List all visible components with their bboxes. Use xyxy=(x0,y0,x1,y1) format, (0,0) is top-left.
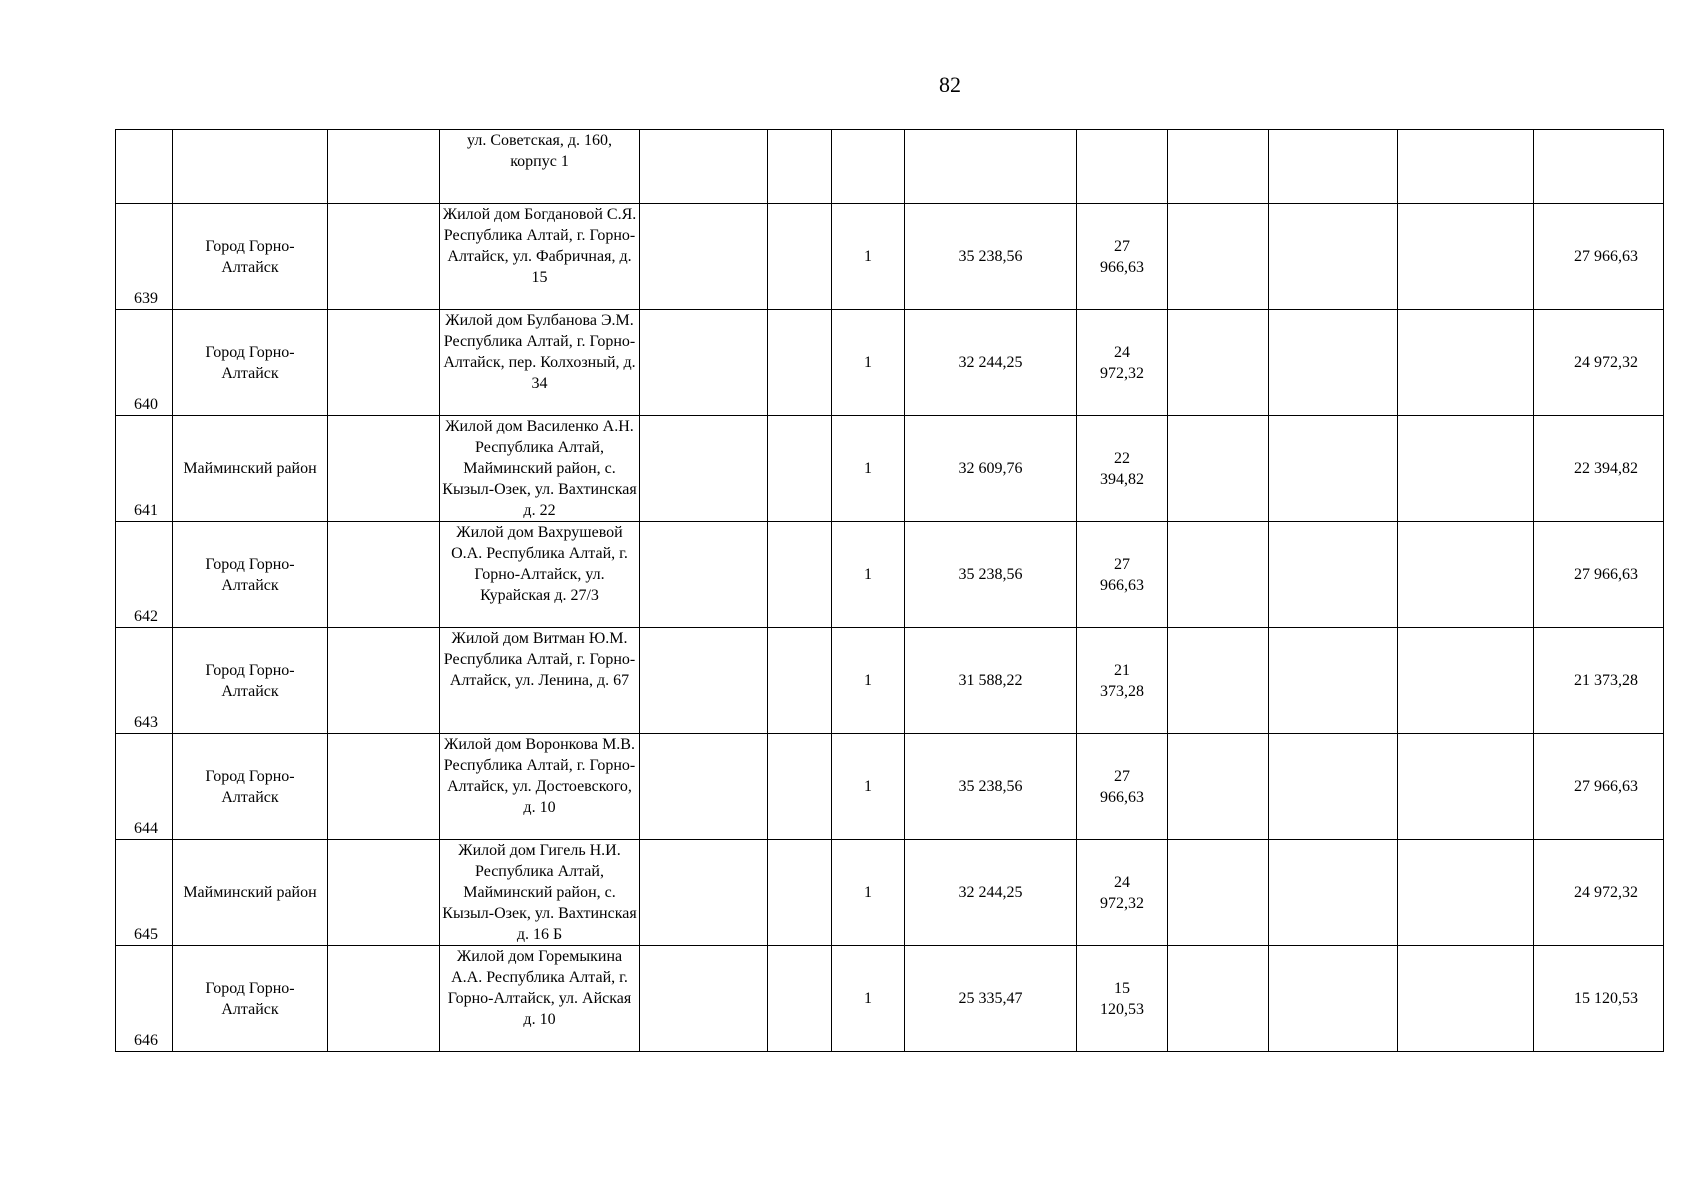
cell-empty xyxy=(1168,204,1269,310)
cell-total: 24 972,32 xyxy=(1534,310,1664,416)
cell-share xyxy=(1077,734,1168,840)
table-row xyxy=(116,840,1664,946)
cell-empty xyxy=(768,310,832,416)
cell-address: Жилой дом Василенко А.Н. Республика Алтай, Майминский район, с. Кызыл-Озек, ул. Вахтинская д. 22 xyxy=(440,416,640,522)
cell-empty xyxy=(328,946,440,1052)
cell-total: 27 966,63 xyxy=(1534,522,1664,628)
cell-num: 646 xyxy=(116,946,173,1052)
cell-empty xyxy=(640,734,768,840)
cell-qty: 1 xyxy=(832,310,905,416)
cell-empty xyxy=(1168,522,1269,628)
data-table xyxy=(115,129,1664,1052)
cell-address: ул. Советская, д. 160, корпус 1 xyxy=(440,130,640,204)
cell-empty xyxy=(1398,734,1534,840)
cell-empty xyxy=(768,946,832,1052)
cell-qty: 1 xyxy=(832,840,905,946)
cell-cost: 35 238,56 xyxy=(905,522,1077,628)
cell-empty xyxy=(1398,204,1534,310)
cell-empty xyxy=(1168,628,1269,734)
cell-empty xyxy=(640,310,768,416)
table-row xyxy=(116,204,1664,310)
cell-empty xyxy=(768,840,832,946)
share-line-top: 27 xyxy=(1114,767,1130,785)
cell-empty xyxy=(1269,734,1398,840)
cell-district: Майминский район xyxy=(173,416,328,522)
share-line-bottom: 972,32 xyxy=(1100,894,1144,912)
table-row xyxy=(116,734,1664,840)
cell-empty xyxy=(768,628,832,734)
cell-empty xyxy=(1269,840,1398,946)
cell-num: 643 xyxy=(116,628,173,734)
cell-share xyxy=(1077,628,1168,734)
cell-empty xyxy=(1398,840,1534,946)
cell-empty xyxy=(1398,310,1534,416)
page-number: 82 xyxy=(939,72,961,97)
cell-address: Жилой дом Витман Ю.М. Республика Алтай, г. Горно-Алтайск, ул. Ленина, д. 67 xyxy=(440,628,640,734)
table-row xyxy=(116,522,1664,628)
table-row xyxy=(116,946,1664,1052)
share-line-top: 27 xyxy=(1114,237,1130,255)
cell-qty: 1 xyxy=(832,946,905,1052)
cell-district: Город Горно-Алтайск xyxy=(173,628,328,734)
cell-cost: 35 238,56 xyxy=(905,204,1077,310)
cell-num: 644 xyxy=(116,734,173,840)
cell-cost: 35 238,56 xyxy=(905,734,1077,840)
cell-empty xyxy=(328,416,440,522)
cell-empty xyxy=(768,130,832,204)
cell-qty xyxy=(832,130,905,204)
cell-empty xyxy=(1168,840,1269,946)
cell-empty xyxy=(328,310,440,416)
share-line-top: 24 xyxy=(1114,873,1130,891)
cell-total: 21 373,28 xyxy=(1534,628,1664,734)
cell-empty xyxy=(328,840,440,946)
share-line-bottom: 966,63 xyxy=(1100,258,1144,276)
cell-share xyxy=(1077,204,1168,310)
cell-empty xyxy=(1398,130,1534,204)
cell-empty xyxy=(640,946,768,1052)
cell-empty xyxy=(1269,946,1398,1052)
cell-empty xyxy=(768,204,832,310)
cell-empty xyxy=(1269,628,1398,734)
cell-cost: 32 244,25 xyxy=(905,310,1077,416)
cell-empty xyxy=(1168,734,1269,840)
cell-empty xyxy=(1269,522,1398,628)
cell-num: 641 xyxy=(116,416,173,522)
cell-empty xyxy=(1398,946,1534,1052)
cell-empty xyxy=(1269,130,1398,204)
cell-total xyxy=(1534,130,1664,204)
cell-empty xyxy=(1168,416,1269,522)
cell-district: Город Горно-Алтайск xyxy=(173,522,328,628)
cell-empty xyxy=(328,734,440,840)
cell-total: 24 972,32 xyxy=(1534,840,1664,946)
cell-empty xyxy=(640,628,768,734)
cell-total: 27 966,63 xyxy=(1534,734,1664,840)
cell-empty xyxy=(1168,946,1269,1052)
cell-address: Жилой дом Вахрушевой О.А. Республика Алтай, г. Горно-Алтайск, ул. Курайская д. 27/3 xyxy=(440,522,640,628)
cell-cost: 25 335,47 xyxy=(905,946,1077,1052)
cell-empty xyxy=(640,522,768,628)
table-row-continuation xyxy=(116,130,1664,204)
cell-empty xyxy=(1168,310,1269,416)
cell-empty xyxy=(1269,204,1398,310)
cell-num: 645 xyxy=(116,840,173,946)
cell-empty xyxy=(1398,522,1534,628)
cell-empty xyxy=(328,628,440,734)
cell-total: 27 966,63 xyxy=(1534,204,1664,310)
share-line-bottom: 394,82 xyxy=(1100,470,1144,488)
cell-district: Майминский район xyxy=(173,840,328,946)
cell-num: 640 xyxy=(116,310,173,416)
cell-empty xyxy=(1269,416,1398,522)
cell-empty xyxy=(1269,310,1398,416)
cell-district: Город Горно-Алтайск xyxy=(173,204,328,310)
cell-empty xyxy=(1168,130,1269,204)
cell-district: Город Горно-Алтайск xyxy=(173,946,328,1052)
cell-share xyxy=(1077,130,1168,204)
cell-empty xyxy=(1398,628,1534,734)
share-line-bottom: 966,63 xyxy=(1100,788,1144,806)
cell-share xyxy=(1077,310,1168,416)
cell-total: 15 120,53 xyxy=(1534,946,1664,1052)
cell-address: Жилой дом Богдановой С.Я. Республика Алтай, г. Горно-Алтайск, ул. Фабричная, д. 15 xyxy=(440,204,640,310)
cell-qty: 1 xyxy=(832,734,905,840)
cell-qty: 1 xyxy=(832,416,905,522)
share-line-top: 22 xyxy=(1114,449,1130,467)
cell-empty xyxy=(640,130,768,204)
cell-qty: 1 xyxy=(832,522,905,628)
share-line-top: 24 xyxy=(1114,343,1130,361)
share-line-bottom: 972,32 xyxy=(1100,364,1144,382)
cell-num: 642 xyxy=(116,522,173,628)
cell-address: Жилой дом Булбанова Э.М. Республика Алтай, г. Горно-Алтайск, пер. Колхозный, д. 34 xyxy=(440,310,640,416)
cell-share xyxy=(1077,946,1168,1052)
share-line-bottom: 120,53 xyxy=(1100,1000,1144,1018)
cell-qty: 1 xyxy=(832,628,905,734)
cell-cost xyxy=(905,130,1077,204)
cell-share xyxy=(1077,416,1168,522)
cell-address: Жилой дом Гигель Н.И. Республика Алтай, Майминский район, с. Кызыл-Озек, ул. Вахтинская д. 16 Б xyxy=(440,840,640,946)
cell-empty xyxy=(640,840,768,946)
cell-qty: 1 xyxy=(832,204,905,310)
share-line-top: 27 xyxy=(1114,555,1130,573)
cell-district: Город Горно-Алтайск xyxy=(173,310,328,416)
share-line-bottom: 373,28 xyxy=(1100,682,1144,700)
cell-cost: 31 588,22 xyxy=(905,628,1077,734)
cell-num: 639 xyxy=(116,204,173,310)
cell-address: Жилой дом Горемыкина А.А. Республика Алтай, г. Горно-Алтайск, ул. Айская д. 10 xyxy=(440,946,640,1052)
cell-empty xyxy=(328,204,440,310)
cell-share xyxy=(1077,522,1168,628)
cell-empty xyxy=(640,204,768,310)
table-row xyxy=(116,310,1664,416)
cell-share xyxy=(1077,840,1168,946)
table-row xyxy=(116,416,1664,522)
cell-empty xyxy=(640,416,768,522)
cell-empty xyxy=(328,522,440,628)
share-line-top: 15 xyxy=(1114,979,1130,997)
cell-district xyxy=(173,130,328,204)
cell-total: 22 394,82 xyxy=(1534,416,1664,522)
cell-address: Жилой дом Воронкова М.В. Республика Алтай, г. Горно-Алтайск, ул. Достоевского, д. 10 xyxy=(440,734,640,840)
cell-empty xyxy=(768,416,832,522)
cell-empty xyxy=(328,130,440,204)
cell-cost: 32 609,76 xyxy=(905,416,1077,522)
cell-empty xyxy=(768,734,832,840)
cell-empty xyxy=(768,522,832,628)
cell-district: Город Горно-Алтайск xyxy=(173,734,328,840)
cell-num xyxy=(116,130,173,204)
table-row xyxy=(116,628,1664,734)
share-line-top: 21 xyxy=(1114,661,1130,679)
cell-cost: 32 244,25 xyxy=(905,840,1077,946)
share-line-bottom: 966,63 xyxy=(1100,576,1144,594)
cell-empty xyxy=(1398,416,1534,522)
